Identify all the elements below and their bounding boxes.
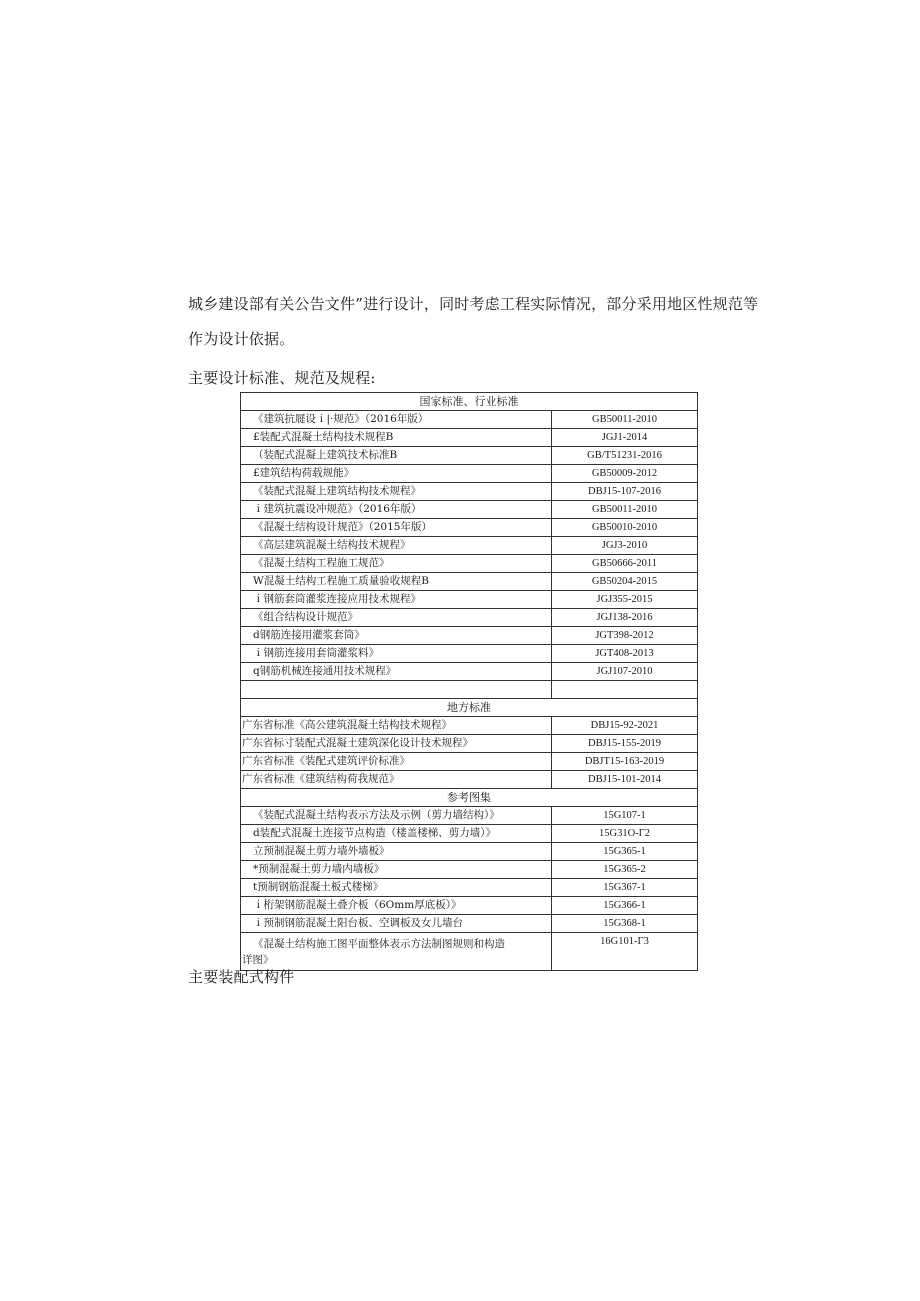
atlas-code: 15G31O-Γ2 [552,825,698,843]
table-row [241,609,698,627]
standard-name: W混凝土结构工程施工质量验收规程B [241,573,552,591]
standard-code: GB/T51231-2016 [552,447,698,465]
standard-code: GB50011-2010 [552,501,698,519]
table-section-row [241,699,698,717]
table-row [241,465,698,483]
table-row [241,933,698,971]
table-row [241,915,698,933]
atlas-name: 《装配式混凝土结构表示方法及示例（剪力墙结构）》 [241,807,552,825]
table-section-row [241,393,698,411]
section-title-national: 国家标准、行业标准 [241,393,698,411]
standard-name: 《混凝土结构工程施工规范》 [241,555,552,573]
body-paragraph-line-2: 作为设计依据。 [188,330,295,348]
table-row [241,825,698,843]
standard-code: DBJ15-155-2019 [552,735,698,753]
atlas-name: ｉ预制钢筋混凝土阳台板、空调板及女儿墙台 [241,915,552,933]
section-heading-components: 主要装配式构件 [188,968,295,986]
standard-name: 广东省标准《装配式建筑评价标准》 [241,753,552,771]
standard-code: GB50011-2010 [552,411,698,429]
atlas-code: 15G107-1 [552,807,698,825]
standard-name: £装配式混凝土结构技术规程B [241,429,552,447]
standard-name: 《组合结构设计规范》 [241,609,552,627]
table-row [241,771,698,789]
standard-code: DBJ15-92-2021 [552,717,698,735]
standard-name: 广东省标准《建筑结构荷我规范》 [241,771,552,789]
table-row [241,555,698,573]
standard-code: GB50010-2010 [552,519,698,537]
standard-name: ｉ钢筋套筒灌浆连接应用技术规程》 [241,591,552,609]
standard-code: JGT408-2013 [552,645,698,663]
standard-name: £建筑结构荷载规能》 [241,465,552,483]
standard-name: （装配式混凝上建筑技术标准B [241,447,552,465]
table-row [241,501,698,519]
standard-code: JGJ355-2015 [552,591,698,609]
atlas-code: 15G367-1 [552,879,698,897]
atlas-code: 15G365-2 [552,861,698,879]
standard-code: JGT398-2012 [552,627,698,645]
table-row [241,843,698,861]
table-section-row [241,789,698,807]
table-row [241,411,698,429]
standard-code: DBJ15-107-2016 [552,483,698,501]
atlas-name: d装配式混凝土连接节点构造（楼盖楼梯、剪力墙）》 [241,825,552,843]
standard-name: ｉ钢筋连接用套筒灌浆料》 [241,645,552,663]
atlas-code: 16G101-Γ3 [552,933,698,971]
section-title-local: 地方标准 [241,699,698,717]
section-title-atlas: 参考图集 [241,789,698,807]
table-row [241,537,698,555]
standard-name: 广东省标寸装配式混凝土建筑深化设计技术规程》 [241,735,552,753]
standard-name: d钢筋连接用灌浆套筒》 [241,627,552,645]
standard-name: 《混凝土结构设计规范》（2015年版） [241,519,552,537]
table-row-empty [241,681,698,699]
standard-code: JGJ107-2010 [552,663,698,681]
section-heading-standards: 主要设计标准、规范及规程: [188,369,376,387]
table-row [241,807,698,825]
atlas-name: *预制混凝土剪力墙内墙板》 [241,861,552,879]
atlas-code: 15G368-1 [552,915,698,933]
table-row [241,573,698,591]
table-row [241,717,698,735]
table-row [241,897,698,915]
table-row [241,483,698,501]
standard-code: GB50204-2015 [552,573,698,591]
empty-cell [241,681,552,699]
standard-code: JGJ138-2016 [552,609,698,627]
standard-code: JGJ1-2014 [552,429,698,447]
atlas-name: 立预制混凝土剪力墙外墙板》 [241,843,552,861]
table-row [241,663,698,681]
standard-code: GB50009-2012 [552,465,698,483]
table-row [241,627,698,645]
standard-code: DBJT15-163-2019 [552,753,698,771]
body-paragraph-line-1: 城乡建设部有关公告文件”进行设计，同时考虑工程实际情况，部分采用地区性规范等 [188,295,759,313]
atlas-name [241,933,552,971]
atlas-name-line-1: 《混凝土结构施工图平面整体表示方法制图规则和构造 [253,938,505,950]
standards-table [240,392,698,971]
table-row [241,645,698,663]
table-row [241,753,698,771]
table-row [241,879,698,897]
standard-name: q钢筋机械连接通用技术规程》 [241,663,552,681]
table-row [241,861,698,879]
standard-name: 广东省标准《高公建筑混凝土结构技术规程》 [241,717,552,735]
standard-name: 《装配式混凝上建筑结构技术规程》 [241,483,552,501]
standard-name: 《高层建筑混凝土结构技术规程》 [241,537,552,555]
atlas-code: 15G365-1 [552,843,698,861]
table-row [241,447,698,465]
atlas-name: ｉ桁架钢筋混凝土叠介板（6Omm厚底板）》 [241,897,552,915]
atlas-name: t预制钢筋混凝土板式楼梯》 [241,879,552,897]
empty-cell [552,681,698,699]
standard-code: JGJ3-2010 [552,537,698,555]
atlas-code: 15G366-1 [552,897,698,915]
standard-name: ｉ建筑抗震设冲规范》（2016年版） [241,501,552,519]
standard-code: DBJ15-101-2014 [552,771,698,789]
table-row [241,591,698,609]
standard-code: GB50666-2011 [552,555,698,573]
standard-name: 《建筑抗屣设ｉ|·规范》（2016年版） [241,411,552,429]
atlas-name-line-2: 详图》 [242,954,274,966]
table-row [241,519,698,537]
table-row [241,735,698,753]
table-row [241,429,698,447]
